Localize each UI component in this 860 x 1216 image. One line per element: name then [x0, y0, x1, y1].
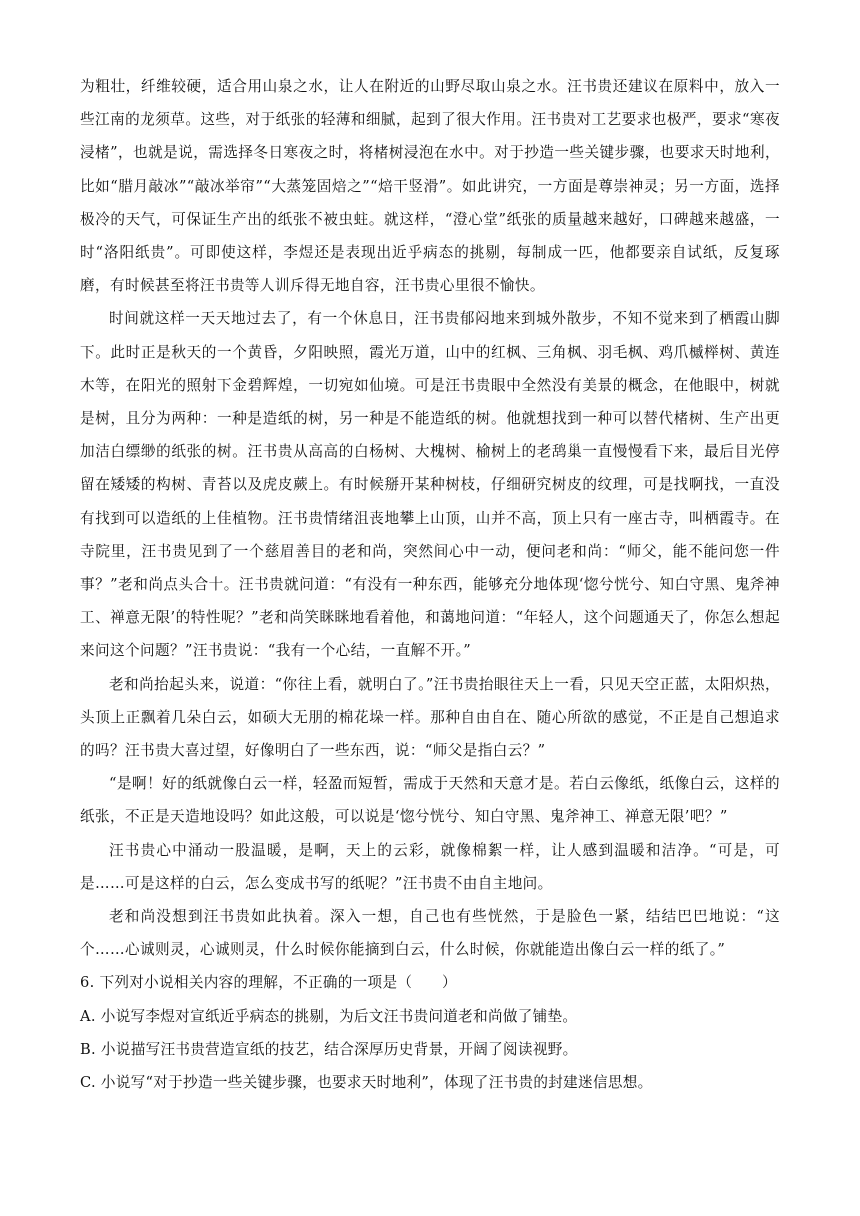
option-b: B. 小说描写汪书贵营造宣纸的技艺，结合深厚历史背景，开阔了阅读视野。 — [80, 1040, 578, 1058]
option-a: A. 小说写李煜对宣纸近乎病态的挑剔，为后文汪书贵问道老和尚做了铺垫。 — [80, 1007, 578, 1025]
passage-paragraph: 为粗壮，纤维较硬，适合用山泉之水，让人在附近的山野尽取山泉之水。汪书贵还建议在原料中，放入一些江南的龙须草。这些，对于纸张的轻薄和细腻，起到了很大作用。汪书贵对工艺要求也极严，要求“寒夜浸楮”，也就是说，需选择冬日寒夜之时，将楮树浸泡在水中。对于抄造一些关键步骤，也要求天时地利，比如“腊月敲冰”“敲冰举帘”“大蒸笼固焙之”“焙干竖滑”。如此讲究，一方面是尊崇神灵；另一方面，选择极冷的天气，可保证生产出的纸张不被虫蛀。就这样，“澄心堂”纸张的质量越来越好，口碑越来越盛，一时“洛阳纸贵”。可即使这样，李煜还是表现出近乎病态的挑剔，每制成一匹，他都要亲自试纸，反复琢磨，有时候甚至将汪书贵等人训斥得无地自容，汪书贵心里很不愉快。 — [80, 78, 780, 295]
passage-paragraph: 时间就这样一天天地过去了，有一个休息日，汪书贵郁闷地来到城外散步，不知不觉来到了栖霞山脚下。此时正是秋天的一个黄昏，夕阳映照，霞光万道，山中的红枫、三角枫、羽毛枫、鸡爪槭榉树、黄连木等，在阳光的照射下金碧辉煌，一切宛如仙境。可是汪书贵眼中全然没有美景的概念，在他眼中，树就是树，且分为两种：一种是造纸的树，另一种是不能造纸的树。他就想找到一种可以替代楮树、生产出更加洁白缥缈的纸张的树。汪书贵从高高的白杨树、大槐树、榆树上的老鸹巢一直慢慢看下来，最后目光停留在矮矮的构树、青苔以及虎皮蕨上。有时候掰开某种树枝，仔细研究树皮的纹理，可是找啊找，一直没有找到可以造纸的上佳植物。汪书贵情绪沮丧地攀上山顶，山并不高，顶上只有一座古寺，叫栖霞寺。在寺院里，汪书贵见到了一个慈眉善目的老和尚，突然间心中一动，便问老和尚：“师父，能不能问您一件事？”老和尚点头合十。汪书贵就问道：“有没有一种东西，能够充分地体现‘惚兮恍兮、知白守黑、鬼斧神工、禅意无限’的特性呢？”老和尚笑眯眯地看着他，和蔼地问道：“年轻人，这个问题通天了，你怎么想起来问这个问题？”汪书贵说：“我有一个心结，一直解不开。” — [80, 310, 780, 660]
question-block — [80, 966, 780, 1099]
passage-paragraph: 老和尚抬起头来，说道：“你往上看，就明白了。”汪书贵抬眼往天上一看，只见天空正蓝，太阳炽热，头顶上正飘着几朵白云，如硕大无朋的棉花垛一样。那种自由自在、随心所欲的感觉，不正是自己想追求的吗？汪书贵大喜过望，好像明白了一些东西，说：“师父是指白云？” — [80, 675, 780, 760]
passage-paragraph: “是啊！好的纸就像白云一样，轻盈而短暂，需成于天然和天意才是。若白云像纸，纸像白云，这样的纸张，不正是天造地设吗？如此这般，可以说是‘惚兮恍兮、知白守黑、鬼斧神工、禅意无限’吧？” — [80, 775, 780, 826]
question-stem: 6. 下列对小说相关内容的理解，不正确的一项是（ ） — [80, 974, 457, 992]
passage — [80, 70, 780, 966]
option-c: C. 小说写“对于抄造一些关键步骤，也要求天时地利”，体现了汪书贵的封建迷信思想。 — [80, 1074, 653, 1092]
document-page — [80, 70, 780, 1099]
passage-paragraph: 汪书贵心中涌动一股温暖，是啊，天上的云彩，就像棉絮一样，让人感到温暖和洁净。“可是，可是……可是这样的白云，怎么变成书写的纸呢？”汪书贵不由自主地问。 — [80, 841, 780, 892]
passage-paragraph: 老和尚没想到汪书贵如此执着。深入一想，自己也有些恍然，于是脸色一紧，结结巴巴地说：“这个……心诚则灵，心诚则灵，什么时候你能摘到白云，什么时候，你就能造出像白云一样的纸了。” — [80, 908, 780, 959]
